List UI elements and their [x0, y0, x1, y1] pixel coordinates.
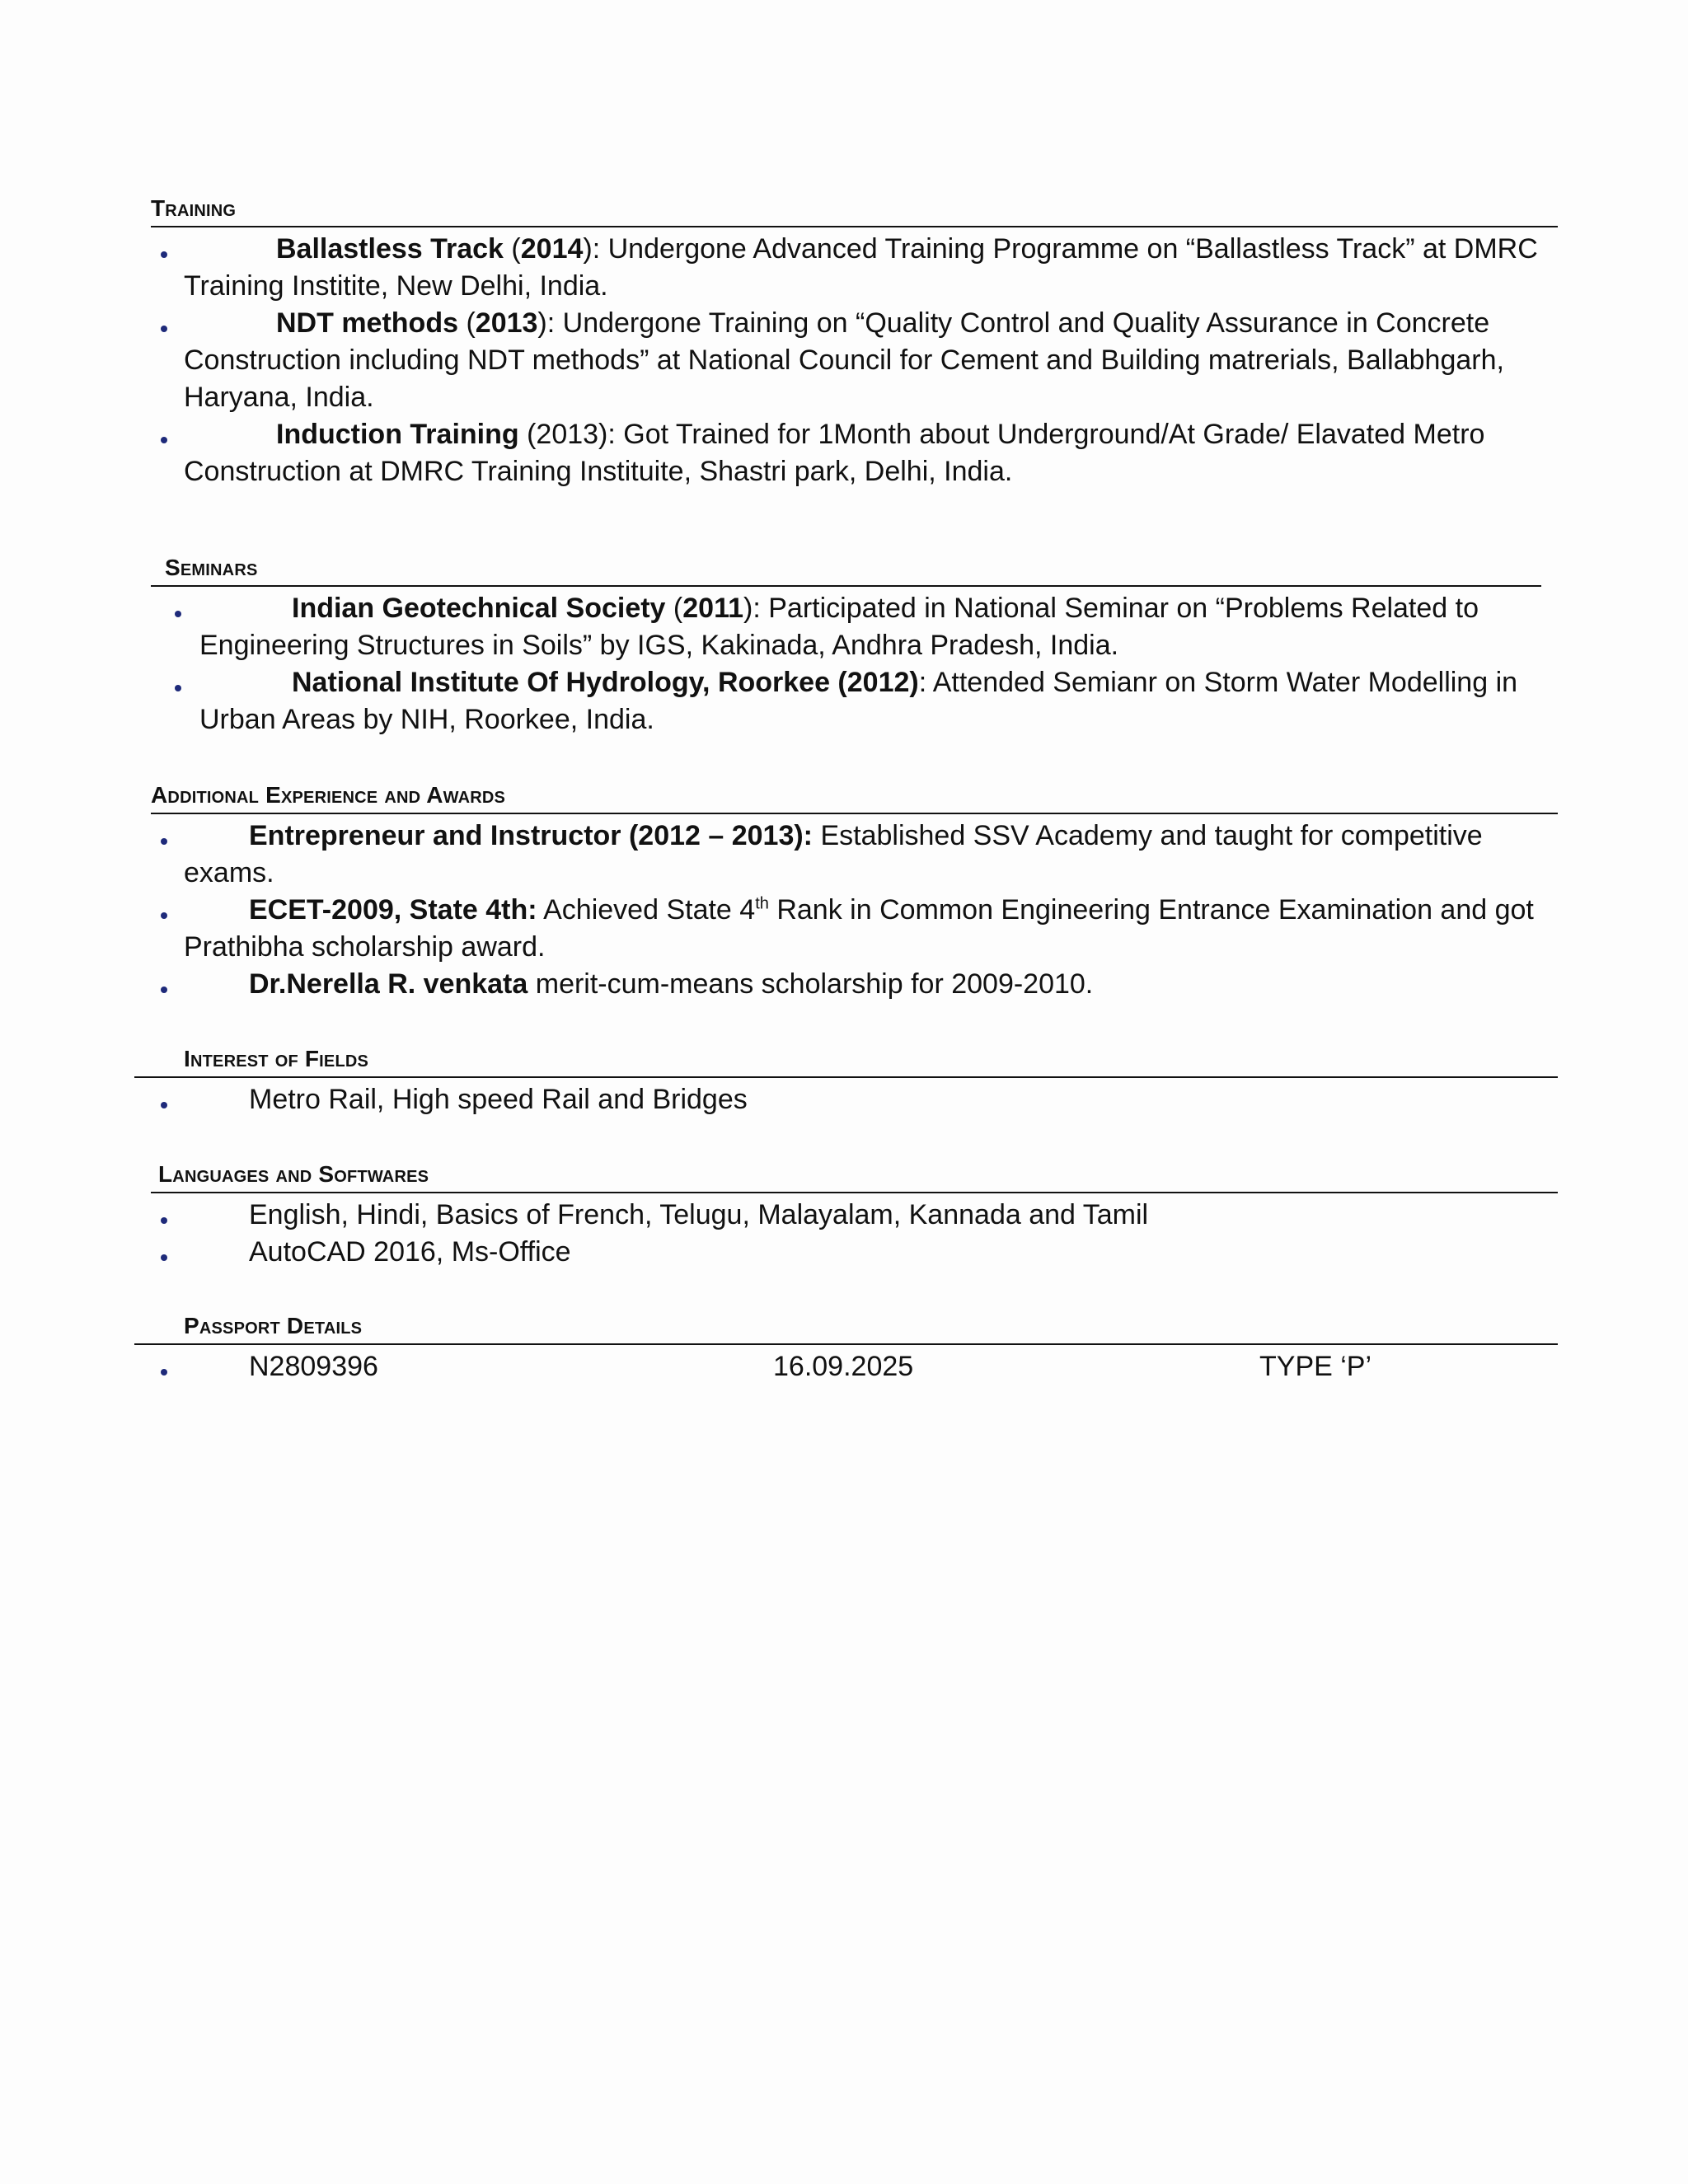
passport-expiry: 16.09.2025 [773, 1351, 914, 1382]
section-rule [151, 1192, 1558, 1193]
bullet-icon [161, 1102, 167, 1108]
section-heading-languages: Languages and Softwares [158, 1161, 429, 1187]
bullet-icon [161, 987, 167, 993]
section-heading-interest: Interest of Fields [184, 1046, 369, 1071]
section-heading-training: Training [151, 195, 237, 221]
section-rule [134, 1343, 1558, 1345]
passport-row [0, 1348, 1688, 1385]
bullet-icon [161, 437, 167, 443]
section-rule [151, 813, 1558, 814]
section-rule [134, 1076, 1558, 1078]
passport-type: TYPE ‘P’ [1259, 1351, 1372, 1382]
bullet-icon [161, 1369, 167, 1376]
bullet-icon [161, 251, 167, 258]
section-heading-seminars: Seminars [165, 555, 258, 580]
section-heading-passport: Passport Details [184, 1313, 363, 1338]
bullet-icon [161, 1254, 167, 1261]
section-rule [151, 226, 1558, 227]
resume-page: Training Ballastless Track (2014): Undergone Advanced Training Programme on “Ballastless Track” at DMRC Training Institite, New Delhi, India. NDT methods (2013): Undergone Training on “Quality Control and Quality Assurance in Concrete Construction including NDT methods” at National Council for Cement and Building matrerials, Ballabhgarh, Haryana, India. Induction Training (2013): Got Trained for 1Month about Underground/At Grade/ Elavated Metro Construction at DMRC Training Instituite, Shastri park, Delhi, India. Seminars Indian Geotechnical Society (2011): Participated in National Seminar on “Problems Related to Engineering Structures in Soils” by IGS, Kakinada, Andhra Pradesh, India. National Institute Of Hydrology, Roorkee (2012): Attended Semianr on Storm Water Modelling in Urban Areas by NIH, Roorkee, India. Additional Experience and Awards Entrepreneur and Instructor (2012 – 2013): Established SSV Academy and taught for competitive exams. ECET-2009, State 4th: Achieved State 4th Rank in Common Engineering Entrance Examination and got Prathibha scholarship award. Dr.Nerella R. venkata merit-cum-means scholarship for 2009-2010. Interest of Fields Metro Rail, High speed Rail and Bridges Languages and Softwares English, Hindi, Basics of French, Telugu, Malayalam, Kannada and Tamil AutoCAD 2016, Ms-Office Passport Details N2809396 16.09.2025 TYPE ‘P’ [0, 0, 1688, 2184]
bullet-icon [175, 685, 181, 691]
section-rule [151, 585, 1541, 587]
section-heading-awards: Additional Experience and Awards [151, 782, 506, 808]
bullet-icon [161, 1217, 167, 1224]
bullet-icon [175, 611, 181, 617]
bullet-icon [161, 912, 167, 919]
bullet-icon [161, 326, 167, 332]
bullet-icon [161, 838, 167, 845]
passport-number: N2809396 [249, 1351, 378, 1382]
